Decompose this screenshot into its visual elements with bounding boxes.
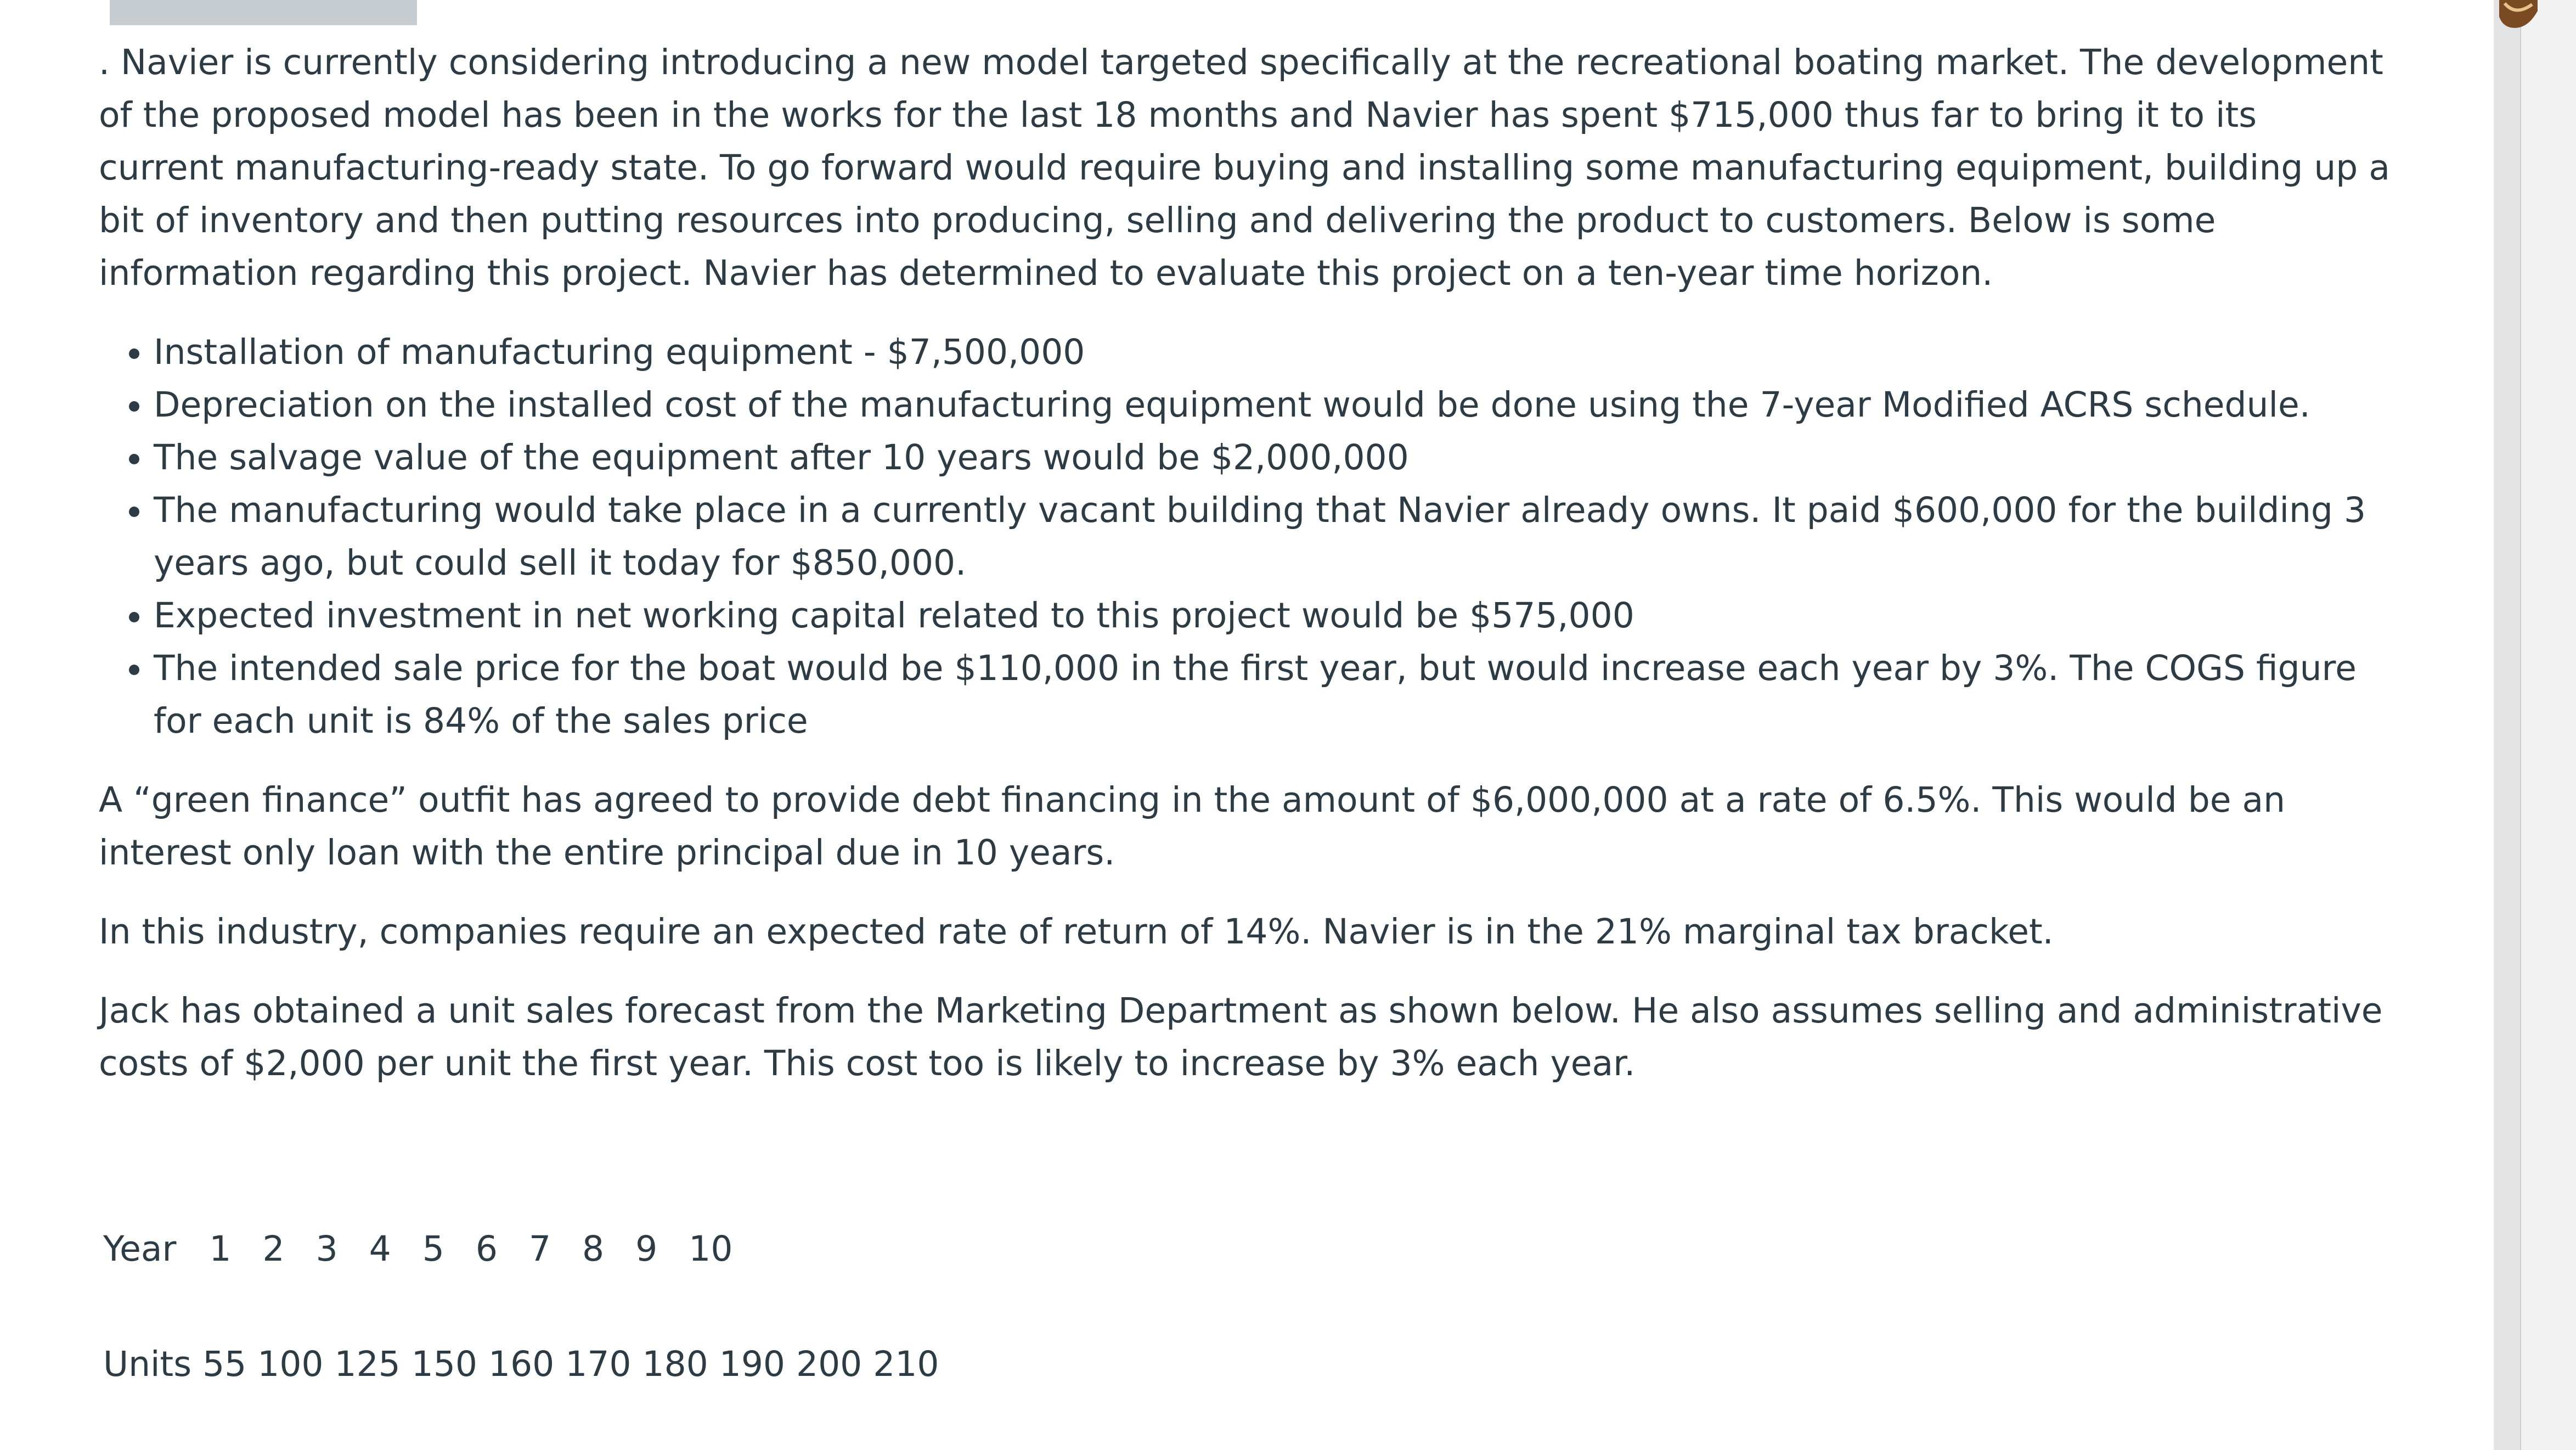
units-cell: 150 bbox=[411, 1344, 477, 1384]
scrollbar[interactable] bbox=[2494, 0, 2521, 1450]
units-cell: 55 bbox=[202, 1344, 247, 1384]
project-info-list bbox=[99, 326, 2392, 748]
units-cell: 125 bbox=[334, 1344, 401, 1384]
bullet-nwc: • Expected investment in net working capital related to this project would be $575,000 bbox=[154, 589, 2392, 642]
year-cell: 9 bbox=[635, 1229, 658, 1269]
units-label: Units bbox=[103, 1344, 192, 1384]
units-row bbox=[103, 1342, 939, 1386]
units-cell: 160 bbox=[488, 1344, 555, 1384]
bullet-building: • The manufacturing would take place in a currently vacant building that Navier already owns. It paid $600,000 for the building 3 years ago, but could sell it today for $850,000. bbox=[154, 484, 2392, 589]
units-cell: 180 bbox=[642, 1344, 708, 1384]
question-content bbox=[99, 36, 2392, 1116]
year-cell: 6 bbox=[475, 1229, 498, 1269]
bullet-depreciation: • Depreciation on the installed cost of the manufacturing equipment would be done using the 7-year Modified ACRS schedule. bbox=[154, 379, 2392, 431]
right-sidebar-strip bbox=[2494, 0, 2576, 1450]
forecast-paragraph: Jack has obtained a unit sales forecast from the Marketing Department as shown below. He also assumes selling and administrative costs of $2,000 per unit the first year. This cost too is likely to increase by 3% each year. bbox=[99, 991, 2383, 1083]
year-cell: 2 bbox=[262, 1229, 285, 1269]
year-cell: 3 bbox=[315, 1229, 338, 1269]
year-label: Year bbox=[103, 1229, 177, 1269]
bullet-sale-price: • The intended sale price for the boat would be $110,000 in the first year, but would increase each year by 3%. The COGS figure for each unit is 84% of the sales price bbox=[154, 642, 2392, 748]
year-cell: 7 bbox=[528, 1229, 551, 1269]
avatar-icon[interactable] bbox=[2499, 0, 2538, 31]
year-cell: 1 bbox=[209, 1229, 232, 1269]
bullet-equipment: • Installation of manufacturing equipment - $7,500,000 bbox=[154, 326, 2392, 379]
top-toolbar-strip bbox=[110, 0, 417, 25]
units-cell: 210 bbox=[873, 1344, 939, 1384]
units-cell: 100 bbox=[257, 1344, 324, 1384]
units-cell: 170 bbox=[565, 1344, 632, 1384]
year-cell: 4 bbox=[369, 1229, 391, 1269]
bullet-salvage: • The salvage value of the equipment after 10 years would be $2,000,000 bbox=[154, 431, 2392, 484]
industry-paragraph: In this industry, companies require an expected rate of return of 14%. Navier is in the 21% marginal tax bracket. bbox=[99, 912, 2054, 952]
year-cell: 5 bbox=[422, 1229, 444, 1269]
units-cell: 190 bbox=[719, 1344, 785, 1384]
intro-paragraph: . Navier is currently considering introducing a new model targeted specifically at the recreational boating market. The development of the proposed model has been in the works for the last 18 months and Navier has spent $715,000 thus far to bring it to its current manufacturing-ready state. To go forward would require buying and installing some manufacturing equipment, building up a bit of inventory and then putting resources into producing, selling and delivering the product to customers. Below is some information regarding this project. Navier has determined to evaluate this project on a ten-year time horizon. bbox=[99, 42, 2390, 293]
year-row bbox=[103, 1227, 732, 1271]
units-cell: 200 bbox=[796, 1344, 863, 1384]
financing-paragraph: A “green finance” outfit has agreed to provide debt financing in the amount of $6,000,000 at a rate of 6.5%. This would be an interest only loan with the entire principal due in 10 years. bbox=[99, 780, 2286, 873]
year-cell: 8 bbox=[582, 1229, 605, 1269]
year-cell: 10 bbox=[689, 1229, 733, 1269]
